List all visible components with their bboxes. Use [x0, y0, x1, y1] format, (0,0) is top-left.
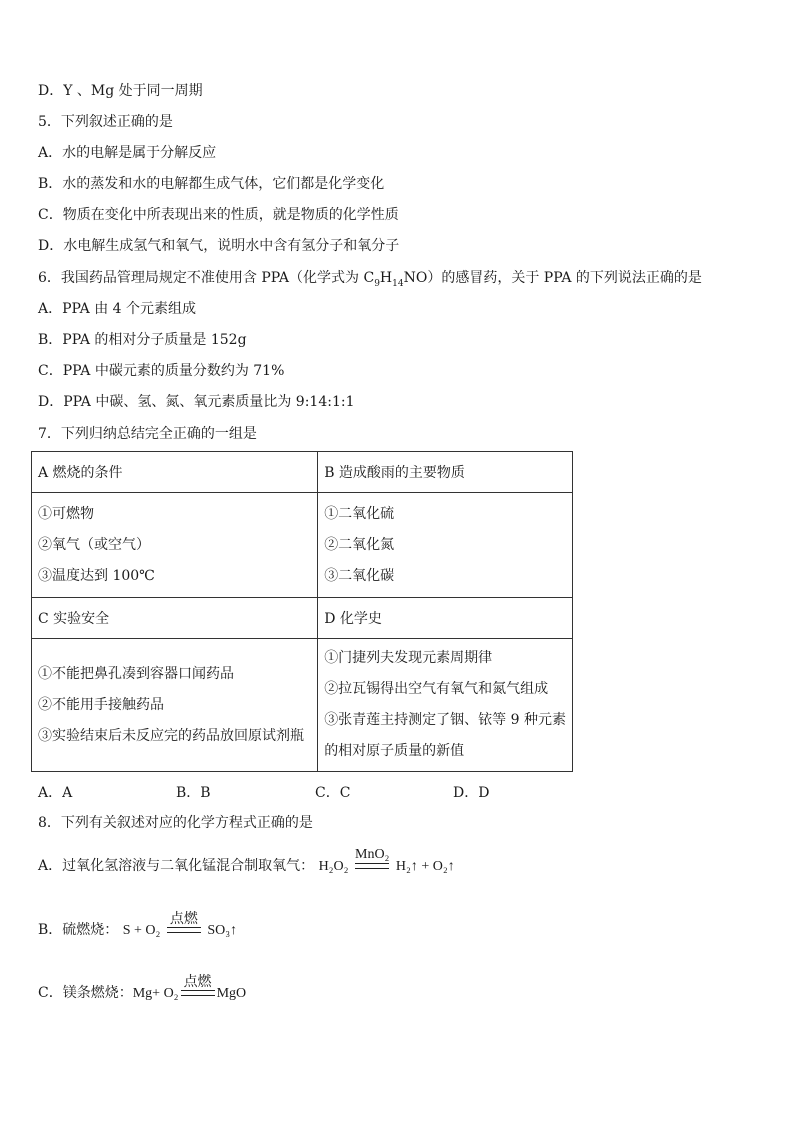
- cell-d-item: 的相对原子质量的新值: [324, 743, 465, 759]
- cell-b-item: ②二氧化氮: [324, 536, 395, 553]
- q5-option-c: C．物质在变化中所表现出来的性质，就是物质的化学性质: [38, 207, 399, 223]
- q7-stem: 7．下列归纳总结完全正确的一组是: [38, 426, 257, 442]
- q5-option-b: B．水的蒸发和水的电解都生成气体，它们都是化学变化: [38, 176, 385, 192]
- cell-a-head: A 燃烧的条件: [32, 452, 318, 493]
- cell-a-item: ③温度达到 100℃: [38, 567, 155, 584]
- q8-a-rhs: H₂↑ + O₂↑: [395, 859, 455, 874]
- q8-option-b: [38, 910, 237, 951]
- q8-c-equation-arrow: [181, 974, 215, 1012]
- cell-c-body: [32, 639, 318, 772]
- q8-c-condition: 点燃: [183, 974, 212, 990]
- cell-c-head: C 实验安全: [32, 598, 318, 639]
- cell-b-body: [318, 493, 573, 598]
- q8-stem: 8．下列有关叙述对应的化学方程式正确的是: [38, 815, 313, 831]
- q8-b-label: B．硫燃烧：: [38, 922, 119, 938]
- q8-a-equation-arrow: [355, 847, 389, 885]
- q6-sub-carbon: 9: [374, 278, 380, 289]
- q6-option-a: A．PPA 由 4 个元素组成: [38, 301, 197, 317]
- cell-a-body: [32, 493, 318, 598]
- q8-c-lhs: Mg+ O₂: [132, 986, 179, 1001]
- cell-b-item: ③二氧化碳: [324, 567, 395, 584]
- cell-b-head: B 造成酸雨的主要物质: [318, 452, 573, 493]
- q8-a-label: A．过氧化氢溶液与二氧化锰混合制取氧气：: [38, 858, 315, 874]
- cell-b-item: ①二氧化硫: [324, 505, 395, 522]
- q7-summary-table: [31, 451, 573, 772]
- q5-stem: 5．下列叙述正确的是: [38, 114, 173, 130]
- cell-a-item: ②氧气（或空气）: [38, 536, 150, 553]
- q7-option-b: B．B: [176, 785, 211, 801]
- q8-b-condition: 点燃: [169, 911, 198, 927]
- q8-c-label: C．镁条燃烧：: [38, 985, 133, 1001]
- q6-option-b: B．PPA 的相对分子质量是 152g: [38, 332, 247, 348]
- q8-b-rhs: SO₃↑: [207, 923, 238, 938]
- q4-option-d: D．Y 、Mg 处于同一周期: [38, 83, 203, 99]
- q6-sub-hydrogen: 14: [392, 278, 404, 289]
- cell-d-item: ②拉瓦锡得出空气有氧气和氮气组成: [324, 681, 549, 697]
- q8-option-c: [38, 973, 246, 1014]
- q6-stem: [38, 268, 702, 294]
- q6-option-d: D．PPA 中碳、氢、氮、氧元素质量比为 9:14:1:1: [38, 394, 355, 410]
- q6-option-c: C．PPA 中碳元素的质量分数约为 71%: [38, 363, 285, 379]
- cell-d-body: [318, 639, 573, 772]
- double-bar-icon: [181, 990, 215, 996]
- cell-c-item: ①不能把鼻孔凑到容器口闻药品: [38, 665, 234, 682]
- q8-a-lhs: H₂O₂: [318, 859, 349, 874]
- q8-b-lhs: S + O₂: [122, 923, 161, 938]
- double-bar-icon: [167, 927, 201, 933]
- cell-d-item: ①门捷列夫发现元素周期律: [324, 650, 493, 666]
- q7-option-a: A．A: [38, 785, 73, 801]
- cell-c-item: ②不能用手接触药品: [38, 696, 164, 713]
- double-bar-icon: [355, 863, 389, 869]
- q8-a-condition: MnO₂: [355, 847, 390, 862]
- cell-a-item: ①可燃物: [38, 505, 94, 522]
- q5-option-a: A．水的电解是属于分解反应: [38, 145, 217, 161]
- q8-option-a: [38, 846, 455, 887]
- cell-c-item: ③实验结束后未反应完的药品放回原试剂瓶: [38, 727, 304, 744]
- q5-option-d: D．水电解生成氢气和氧气，说明水中含有氢分子和氧分子: [38, 238, 400, 254]
- q6-stem-h: H: [379, 270, 393, 286]
- q7-option-d: D．D: [453, 785, 490, 801]
- q8-c-rhs: MgO: [216, 986, 247, 1001]
- q7-option-c: C．C: [315, 785, 351, 801]
- cell-d-head: D 化学史: [318, 598, 573, 639]
- q6-stem-pre: 6．我国药品管理局规定不准使用含 PPA（化学式为 C: [38, 270, 375, 286]
- q8-b-equation-arrow: [167, 911, 201, 949]
- cell-d-item: ③张青莲主持测定了铟、铱等 9 种元素: [324, 712, 566, 728]
- q6-stem-post: NO）的感冒药，关于 PPA 的下列说法正确的是: [403, 270, 702, 286]
